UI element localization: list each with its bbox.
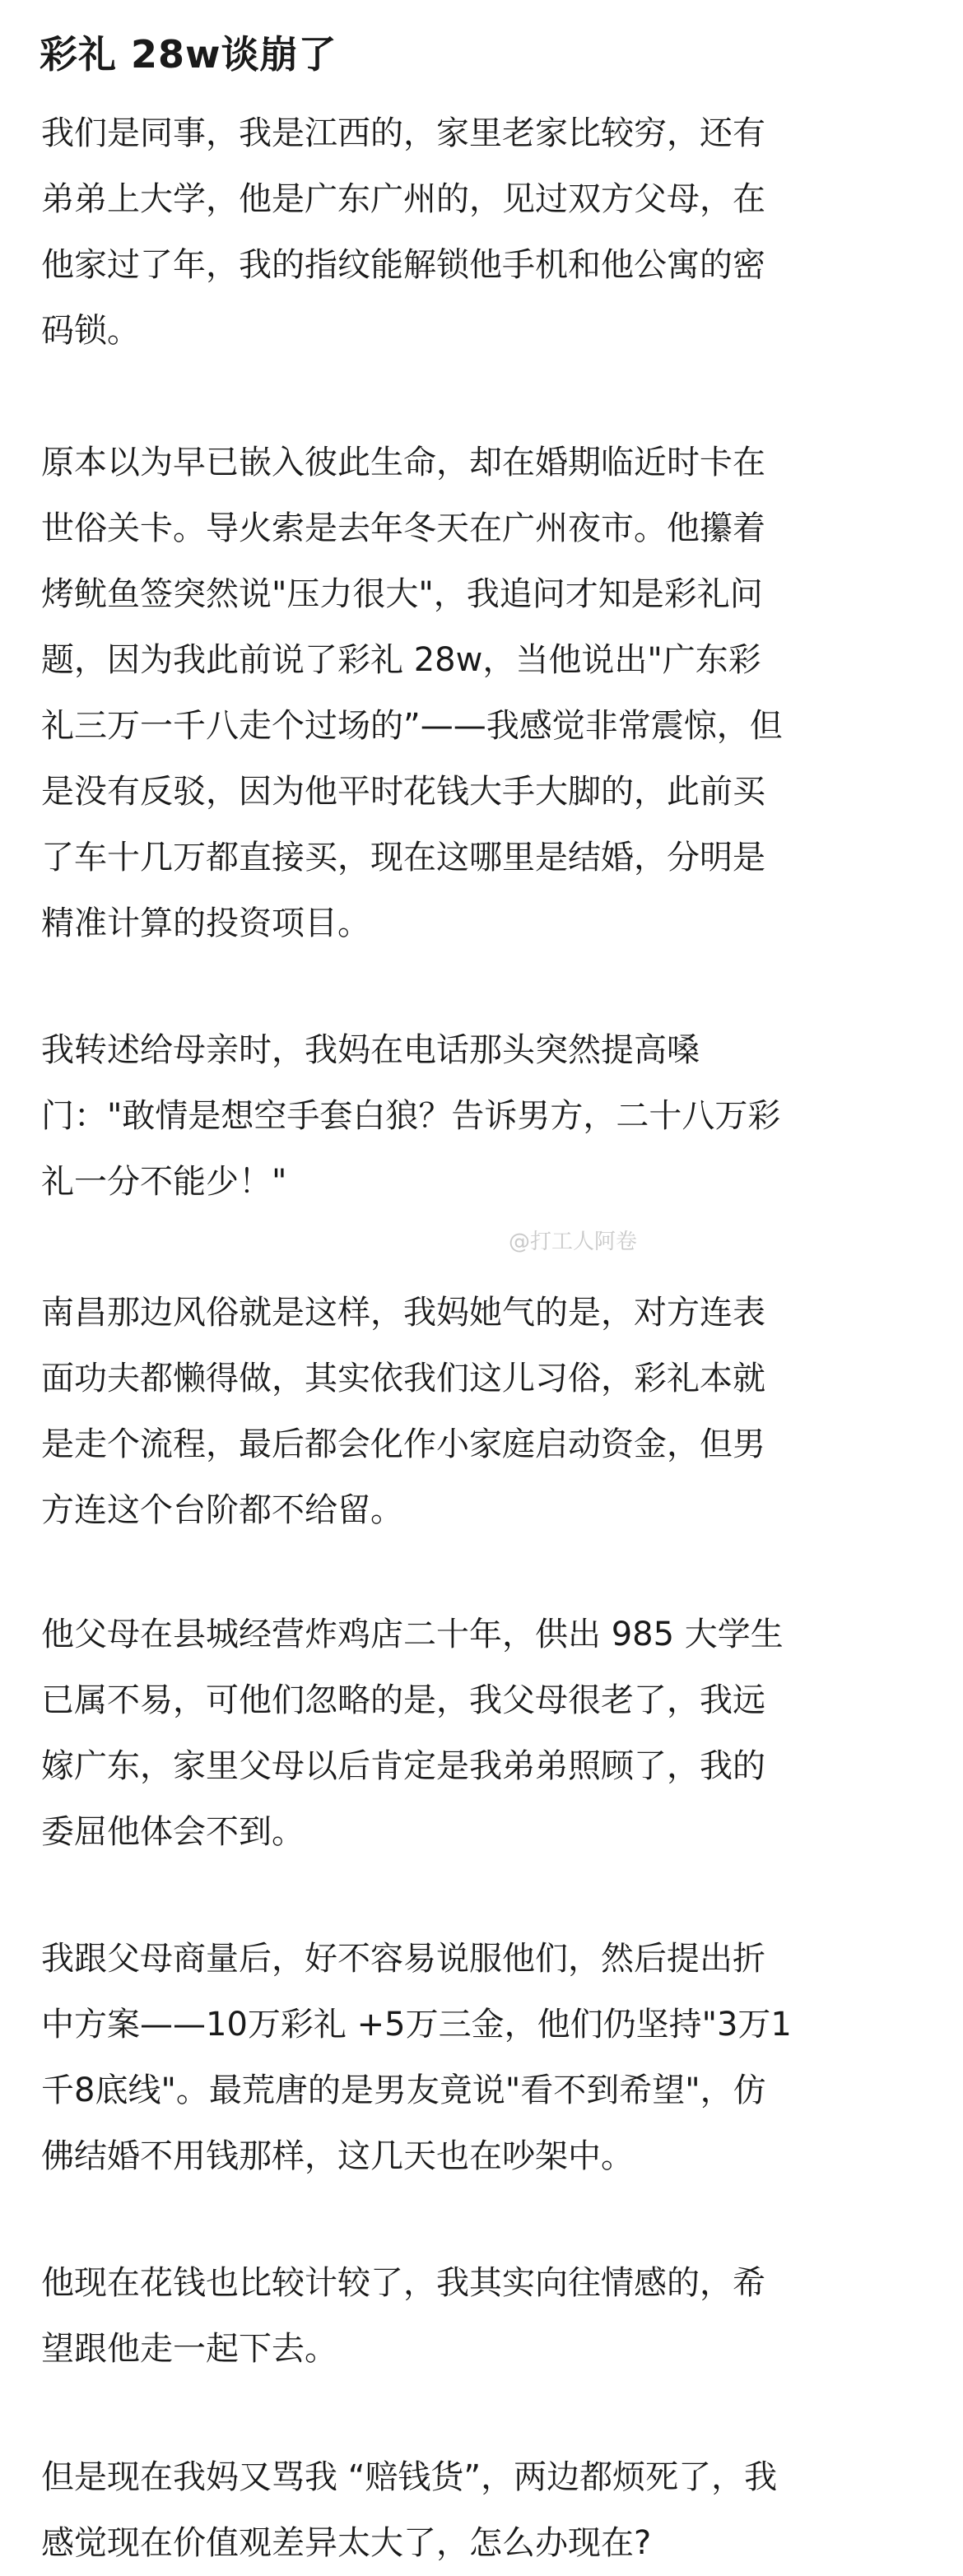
text-line: 感觉现在价值观差异太大了，怎么办现在? bbox=[41, 2524, 652, 2562]
text-line: 他家过了年，我的指纹能解锁他手机和他公寓的密 bbox=[41, 246, 765, 284]
text-line: 弟弟上大学，他是广东广州的，见过双方父母，在 bbox=[41, 180, 765, 218]
text-line: 烤鱿鱼签突然说"压力很大"，我追问才知是彩礼问 bbox=[41, 575, 763, 613]
watermark: @打工人阿卷 bbox=[509, 1230, 638, 1254]
text-line: 礼一分不能少！" bbox=[41, 1163, 287, 1201]
post-title: 彩礼 28w谈崩了 bbox=[40, 32, 337, 77]
text-line: 码锁。 bbox=[41, 312, 140, 350]
paragraph-8 bbox=[41, 2444, 930, 2576]
text-line: 世俗关卡。导火索是去年冬天在广州夜市。他攥着 bbox=[41, 509, 765, 547]
text-line: 方连这个台阶都不给留。 bbox=[41, 1491, 403, 1529]
paragraph-6 bbox=[41, 1926, 930, 2189]
text-line: 是走个流程，最后都会化作小家庭启动资金，但男 bbox=[41, 1425, 765, 1463]
text-line: 原本以为早已嵌入彼此生命，却在婚期临近时卡在 bbox=[41, 444, 765, 481]
paragraph-1 bbox=[41, 100, 930, 364]
paragraph-5 bbox=[41, 1602, 930, 1865]
text-line: 已属不易，可他们忽略的是，我父母很老了，我远 bbox=[41, 1681, 765, 1719]
text-line: 委屈他体会不到。 bbox=[41, 1813, 305, 1851]
paragraph-7 bbox=[41, 2250, 930, 2382]
text-line: 是没有反驳，因为他平时花钱大手大脚的，此前买 bbox=[41, 773, 765, 811]
text-line: 题，因为我此前说了彩礼 28w，当他说出"广东彩 bbox=[41, 641, 761, 679]
text-line: 但是现在我妈又骂我 “赔钱货”，两边都烦死了，我 bbox=[41, 2458, 778, 2496]
text-line: 佛结婚不用钱那样，这几天也在吵架中。 bbox=[41, 2137, 634, 2175]
text-line: 中方案——10万彩礼 +5万三金，他们仍坚持"3万1 bbox=[41, 2006, 792, 2044]
paragraph-3 bbox=[41, 1017, 930, 1215]
text-line: 他现在花钱也比较计较了，我其实向往情感的，希 bbox=[41, 2264, 765, 2302]
text-line: 面功夫都懒得做，其实依我们这儿习俗，彩礼本就 bbox=[41, 1360, 765, 1397]
text-line: 精准计算的投资项目。 bbox=[41, 904, 370, 942]
text-line: 嫁广东，家里父母以后肯定是我弟弟照顾了，我的 bbox=[41, 1747, 765, 1785]
paragraph-2 bbox=[41, 430, 930, 956]
text-line: 我们是同事，我是江西的，家里老家比较穷，还有 bbox=[41, 114, 765, 152]
paragraph-4 bbox=[41, 1280, 930, 1543]
text-line: 门："敢情是想空手套白狼？告诉男方，二十八万彩 bbox=[41, 1097, 781, 1135]
text-line: 南昌那边风俗就是这样，我妈她气的是，对方连表 bbox=[41, 1294, 765, 1332]
text-line: 他父母在县城经营炸鸡店二十年，供出 985 大学生 bbox=[41, 1616, 784, 1653]
text-line: 千8底线"。最荒唐的是男友竟说"看不到希望"，仿 bbox=[41, 2071, 766, 2109]
text-line: 礼三万一千八走个过场的”——我感觉非常震惊，但 bbox=[41, 707, 783, 745]
text-line: 了车十几万都直接买，现在这哪里是结婚，分明是 bbox=[41, 839, 765, 876]
text-line: 我转述给母亲时，我妈在电话那头突然提高嗓 bbox=[41, 1031, 700, 1069]
text-line: 望跟他走一起下去。 bbox=[41, 2330, 337, 2368]
text-line: 我跟父母商量后，好不容易说服他们，然后提出折 bbox=[41, 1940, 765, 1978]
